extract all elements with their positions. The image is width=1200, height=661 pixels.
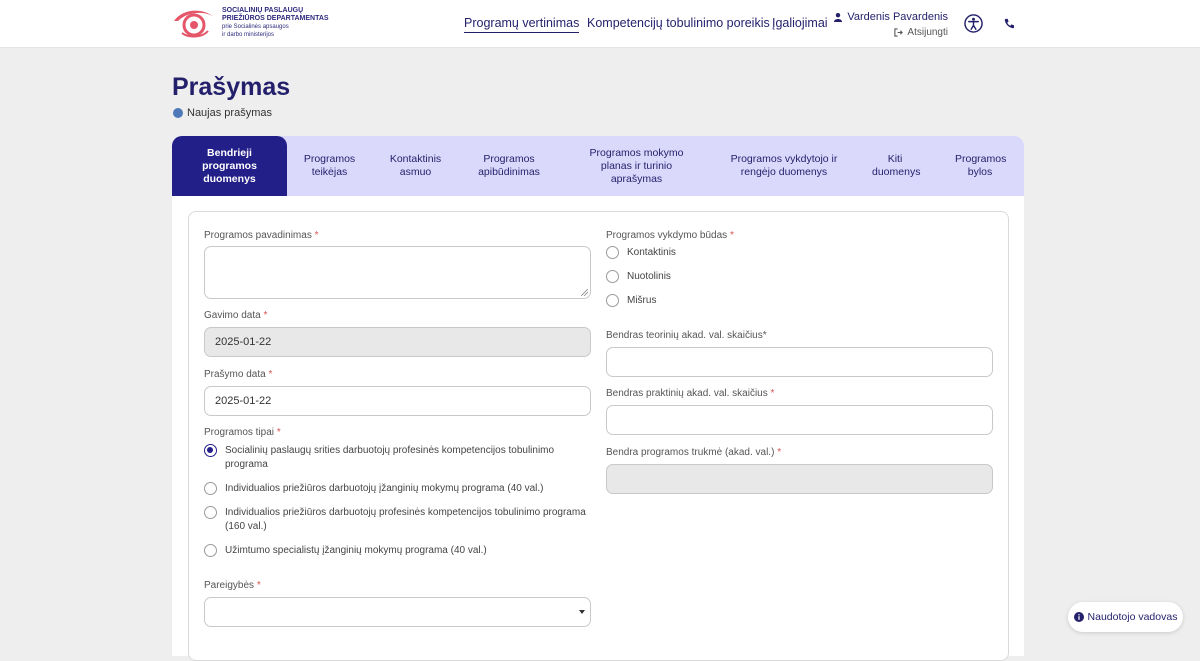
theory-hours-label: Bendras teorinių akad. val. skaičius*: [606, 330, 767, 341]
accessibility-icon[interactable]: [964, 14, 983, 33]
tab-label: Bendrieji programos duomenys: [202, 146, 257, 185]
radio-button[interactable]: [606, 270, 619, 283]
logo-line-3: prie Socialinės apsaugos: [222, 24, 289, 30]
radio-label: Užimtumo specialistų įžanginių mokymų programa (40 val.): [225, 545, 487, 556]
info-icon: [1074, 612, 1084, 622]
practice-hours-input[interactable]: [606, 405, 993, 435]
total-duration-label: Bendra programos trukmė (akad. val.) *: [606, 447, 782, 458]
radio-button[interactable]: [204, 506, 217, 519]
tab-kontaktinis-asmuo[interactable]: [372, 136, 459, 196]
tab-kiti-duomenys[interactable]: [854, 136, 936, 196]
status-dot-icon: [173, 108, 183, 118]
status-indicator: [173, 107, 272, 119]
practice-hours-label: Bendras praktinių akad. val. skaičius *: [606, 388, 775, 399]
nav-igaliojimai[interactable]: Įgaliojimai: [772, 16, 828, 30]
tab-label: Programos mokymo planas ir turinio aprašymas: [589, 146, 684, 185]
user-icon: [834, 13, 842, 22]
page-title: Prašymas: [172, 73, 291, 101]
nav-programu-vertinimas[interactable]: Programų vertinimas: [464, 16, 579, 33]
program-name-textarea[interactable]: [204, 246, 591, 299]
radio-button[interactable]: [606, 246, 619, 259]
program-type-option[interactable]: [204, 506, 586, 534]
program-type-option[interactable]: [204, 482, 544, 496]
received-date-field: [204, 327, 591, 357]
tab-label: Programos teikėjas: [303, 153, 356, 178]
logo-line-4: ir darbo ministerijos: [222, 32, 275, 38]
tab-label: Programos apibūdinimas: [478, 153, 540, 178]
tab-vykdytojo-duomenys[interactable]: [714, 136, 854, 196]
resize-handle-icon[interactable]: [581, 289, 588, 296]
program-type-label: Programos tipai *: [204, 427, 281, 438]
received-date-label: Gavimo data *: [204, 310, 268, 321]
request-date-label: Prašymo data *: [204, 369, 273, 380]
delivery-mode-option[interactable]: [606, 270, 671, 284]
tab-label: Kiti duomenys: [872, 153, 921, 178]
tab-label: Kontaktinis asmuo: [389, 153, 442, 178]
radio-label: Mišrus: [627, 295, 657, 306]
tab-label: Programos vykdytojo ir rengėjo duomenys: [730, 153, 838, 178]
form-card: [188, 211, 1009, 661]
delivery-mode-option[interactable]: [606, 294, 656, 308]
radio-label: Individualios priežiūros darbuotojų įžanginių mokymų programa (40 val.): [225, 483, 544, 494]
user-menu: [834, 11, 948, 38]
positions-select[interactable]: [204, 597, 591, 627]
tab-bendrieji-duomenys[interactable]: [172, 136, 287, 196]
eye-logo-icon: [172, 7, 216, 39]
delivery-mode-option[interactable]: [606, 246, 676, 260]
phone-icon[interactable]: [1004, 18, 1015, 29]
radio-label: Kontaktinis: [627, 247, 676, 258]
user-guide-label: Naudotojo vadovas: [1087, 611, 1178, 623]
chevron-down-icon: [579, 610, 585, 614]
radio-button[interactable]: [204, 482, 217, 495]
radio-button[interactable]: [204, 444, 217, 457]
top-header: [0, 0, 1200, 48]
request-date-field[interactable]: [204, 386, 591, 416]
radio-button[interactable]: [606, 294, 619, 307]
site-logo[interactable]: [172, 7, 329, 39]
form-tabs: [172, 136, 1024, 196]
radio-button[interactable]: [204, 544, 217, 557]
logo-line-1: SOCIALINIŲ PASLAUGŲ: [222, 7, 304, 14]
logo-line-2: PRIEŽIŪROS DEPARTAMENTAS: [222, 15, 329, 22]
program-name-label: Programos pavadinimas *: [204, 230, 319, 241]
logout-link[interactable]: [834, 27, 948, 38]
request-date-value: 2025-01-22: [215, 395, 272, 407]
logo-text: [222, 7, 329, 39]
radio-label: Individualios priežiūros darbuotojų profesinės kompetencijos tobulinimo programa (160 val.): [225, 507, 586, 532]
tab-programos-apibudinimas[interactable]: [459, 136, 559, 196]
tab-programos-teikejas[interactable]: [287, 136, 372, 196]
user-name: Vardenis Pavardenis: [847, 11, 948, 23]
logout-icon: [894, 28, 903, 37]
positions-label: Pareigybės *: [204, 580, 261, 591]
tab-programos-bylos[interactable]: [936, 136, 1024, 196]
radio-label: Socialinių paslaugų srities darbuotojų profesinės kompetencijos tobulinimo programa: [225, 445, 555, 470]
tab-mokymo-planas[interactable]: [559, 136, 714, 196]
program-type-option[interactable]: [204, 544, 487, 558]
nav-kompetenciju-poreikis[interactable]: Kompetencijų tobulinimo poreikis: [587, 16, 770, 30]
total-duration-field: [606, 464, 993, 494]
delivery-mode-label: Programos vykdymo būdas *: [606, 230, 734, 241]
user-guide-button[interactable]: [1068, 602, 1183, 632]
program-type-option[interactable]: [204, 444, 554, 472]
status-text: Naujas prašymas: [187, 107, 272, 119]
tab-label: Programos bylos: [955, 153, 1007, 178]
theory-hours-input[interactable]: [606, 347, 993, 377]
radio-label: Nuotolinis: [627, 271, 671, 282]
logout-label: Atsijungti: [907, 27, 948, 38]
received-date-value: 2025-01-22: [215, 336, 272, 348]
user-name-row[interactable]: [834, 11, 948, 23]
